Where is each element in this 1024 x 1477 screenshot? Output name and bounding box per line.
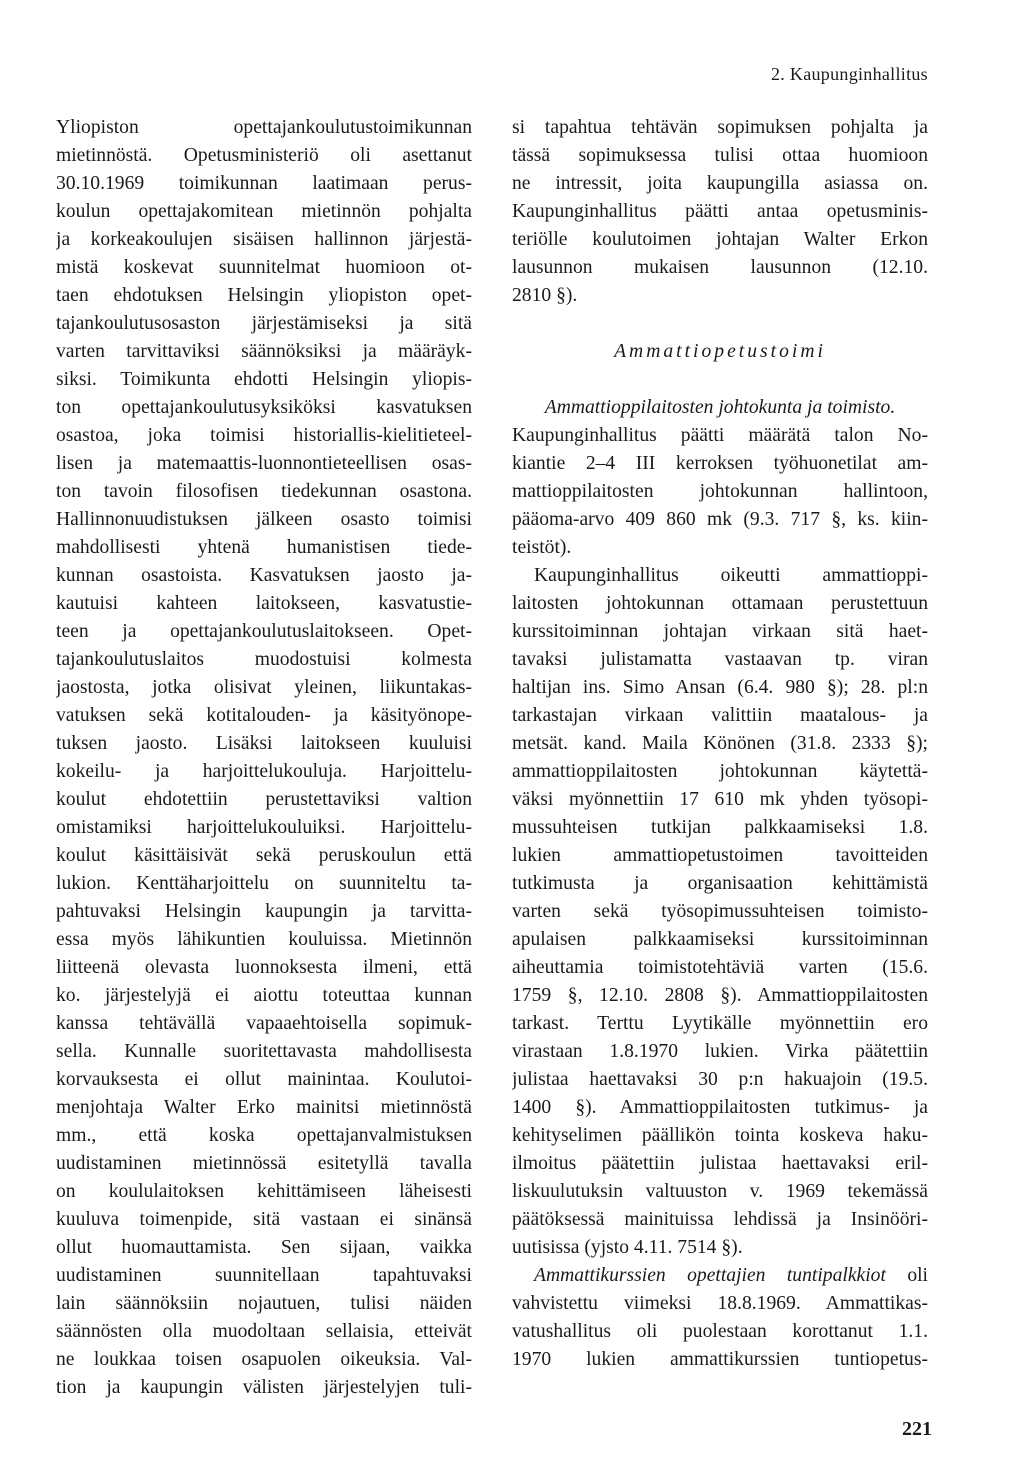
text-line [512,1262,928,1290]
text-line: omistamiksi harjoittelukouluiksi. Harjoittelu- [56,817,472,838]
text-line: vatuksen sekä kotitalouden- ja käsityönope- [56,705,472,726]
right-column [512,114,928,1374]
text-line: ammattioppilaitosten johtokunnan käytettä- [512,761,928,782]
text-line: päätöksessä mainituissa lehdissä ja Insinööri- [512,1209,928,1230]
text-line: koulut käsittäisivät sekä peruskoulun että [56,845,472,866]
text-line: ilmoitus päätettiin julistaa haettavaksi eril- [512,1153,928,1174]
text-line: kunnan osastoista. Kasvatuksen jaosto ja- [56,565,472,586]
text-line: metsät. kand. Maila Könönen (31.8. 2333 §); [512,733,928,754]
text-line: tajankoulutuslaitos muodostuisi kolmesta [56,649,472,670]
text-line: lukion. Kenttäharjoittelu on suunniteltu ta- [56,873,472,894]
text-line: tarkastajan virkaan valittiin maatalous- ja [512,705,928,726]
text-line: laitosten johtokunnan ottamaan perustettuun [512,593,928,614]
text-line: ollut huomauttamista. Sen sijaan, vaikka [56,1237,472,1258]
text-line: 1970 lukien ammattikurssien tuntiopetus- [512,1349,928,1370]
text-line: tutkimusta ja organisaation kehittämistä [512,873,928,894]
text-line: ton tavoin filosofisen tiedekunnan osastona. [56,481,472,502]
text-line: teriölle koulutoimen johtajan Walter Erkon [512,229,928,250]
text-line: lain säännöksiin nojautuen, tulisi näiden [56,1293,472,1314]
section-gap [512,366,928,394]
text-line: tarkast. Terttu Lyytikälle myönnettiin ero [512,1013,928,1034]
page-number: 221 [902,1418,932,1440]
text-line: apulaisen palkkaamiseksi kurssitoiminnan [512,929,928,950]
text-line: teistöt). [512,537,572,558]
text-line: lukien ammattiopetustoimen tavoitteiden [512,845,928,866]
text-line: osastoa, joka toimisi historiallis-kielitieteel- [56,425,472,446]
text-line: uudistaminen suunnitellaan tapahtuvaksi [56,1265,472,1286]
text-line: ja korkeakoulujen sisäisen hallinnon järjestä- [56,229,472,250]
text-line: ko. järjestelyjä ei aiottu toteuttaa kunnan [56,985,472,1006]
text-line: taen ehdotuksen Helsingin yliopiston opet- [56,285,472,306]
text-line: Hallinnonuudistuksen jälkeen osasto toimisi [56,509,472,530]
text-line: Yliopiston opettajankoulutustoimikunnan [56,117,472,138]
text-line: koulun opettajakomitean mietinnön pohjalta [56,201,472,222]
text-line: tuksen jaosto. Lisäksi laitokseen kuuluisi [56,733,472,754]
text-line: 2810 §). [512,285,578,306]
text-line: mistä koskevat suunnitelmat huomioon ot- [56,257,472,278]
section-gap [512,310,928,338]
text-line: tion ja kaupungin välisten järjestelyjen tuli- [56,1377,472,1398]
text-line: ne intressit, joita kaupungilla asiassa on. [512,173,928,194]
text-line: haltijan ins. Simo Ansan (6.4. 980 §); 28. pl:n [512,677,928,698]
text-line: mussuhteisen tutkijan palkkaamiseksi 1.8. [512,817,928,838]
text-line: Kaupunginhallitus päätti määrätä talon No- [512,425,928,446]
text-line: lausunnon mukaisen lausunnon (12.10. [512,257,928,278]
text-line: teen ja opettajankoulutuslaitokseen. Opet- [56,621,472,642]
text-line: uutisissa (yjsto 4.11. 7514 §). [512,1237,743,1258]
text-line: mattioppilaitosten johtokunnan hallintoon, [512,481,928,502]
text-line: julistaa haettavaksi 30 p:n hakuajoin (19.5. [512,1069,928,1090]
text-line: siksi. Toimikunta ehdotti Helsingin yliopis- [56,369,472,390]
text-line: 1400 §). Ammattioppilaitosten tutkimus- ja [512,1097,928,1118]
text-line: 30.10.1969 toimikunnan laatimaan perus- [56,173,472,194]
text-line: kurssitoiminnan johtajan virkaan sitä haet- [512,621,928,642]
text-line: kuuluva toimenpide, sitä vastaan ei sinänsä [56,1209,472,1230]
text-line: mietinnöstä. Opetusministeriö oli asettanut [56,145,472,166]
text-line: Kaupunginhallitus oikeutti ammattioppi- [534,565,928,586]
text-line: varten sekä työsopimussuhteisen toimisto- [512,901,928,922]
section-heading: Ammattiopetustoimi [614,341,826,362]
text-line: liskuulutuksin valtuuston v. 1969 tekemässä [512,1181,928,1202]
text-line: kanssa tehtävällä vapaaehtoisella sopimuk- [56,1013,472,1034]
text-line: aiheuttamia toimistotehtäviä varten (15.6. [512,957,928,978]
text-line: virastaan 1.8.1970 lukien. Virka päätettiin [512,1041,928,1062]
text-line: uudistaminen mietinnössä esitetyllä tavalla [56,1153,472,1174]
text-line: pahtuvaksi Helsingin kaupungin ja tarvitta- [56,901,472,922]
text-line: 1759 §, 12.10. 2808 §). Ammattioppilaitosten [512,985,928,1006]
text-line: sella. Kunnalle suoritettavasta mahdollisesta [56,1041,472,1062]
text-line: tässä sopimuksessa tulisi ottaa huomioon [512,145,928,166]
text-line: kehityselimen päällikön tointa koskeva haku- [512,1125,928,1146]
text-fragment: oli [907,1265,928,1286]
text-line: liitteenä olevasta luonnoksesta ilmeni, että [56,957,472,978]
text-line: tajankoulutusosaston järjestämiseksi ja sitä [56,313,472,334]
left-column [56,114,472,1402]
text-line: pääoma-arvo 409 860 mk (9.3. 717 §, ks. kiin- [512,509,928,530]
italic-phrase: Ammattikurssien opettajien tuntipalkkiot [534,1265,886,1286]
text-line: Kaupunginhallitus päätti antaa opetusminis- [512,201,928,222]
text-line: vatushallitus oli puolestaan korottanut 1.1. [512,1321,928,1342]
text-line: korvauksesta ei ollut mainintaa. Koulutoi- [56,1069,472,1090]
text-line: si tapahtua tehtävän sopimuksen pohjalta ja [512,117,928,138]
text-line: kautuisi kahteen laitokseen, kasvatustie- [56,593,472,614]
running-header: 2. Kaupunginhallitus [771,64,928,84]
text-line: mm., että koska opettajanvalmistuksen [56,1125,472,1146]
text-line: koulut ehdotettiin perustettaviksi valtion [56,789,472,810]
text-line: varten tarvittaviksi säännöksiksi ja määräyk- [56,341,472,362]
text-line: säännösten olla muodoltaan sellaisia, etteivät [56,1321,472,1342]
text-line: jaostosta, jotka olisivat yleinen, liikuntakas- [56,677,472,698]
text-line: kokeilu- ja harjoittelukouluja. Harjoittelu- [56,761,472,782]
text-line: kiantie 2–4 III kerroksen työhuonetilat am- [512,453,928,474]
text-line: menjohtaja Walter Erko mainitsi mietinnöstä [56,1097,472,1118]
text-line: tavaksi julistamatta vastaavan tp. viran [512,649,928,670]
text-line: väksi myönnettiin 17 610 mk yhden työsopi- [512,789,928,810]
text-line: on koululaitoksen kehittämiseen läheisesti [56,1181,472,1202]
text-line: essa myös lähikuntien kouluissa. Mietinnön [56,929,472,950]
text-line: mahdollisesti yhtenä humanistisen tiede- [56,537,472,558]
text-line: lisen ja matemaattis-luonnontieteellisen osas- [56,453,472,474]
text-line: vahvistettu viimeksi 18.8.1969. Ammattikas- [512,1293,928,1314]
subheading: Ammattioppilaitosten johtokunta ja toimisto. [544,397,896,418]
text-line: ton opettajankoulutusyksiköksi kasvatuksen [56,397,472,418]
text-line: ne loukkaa toisen osapuolen oikeuksia. Val- [56,1349,472,1370]
